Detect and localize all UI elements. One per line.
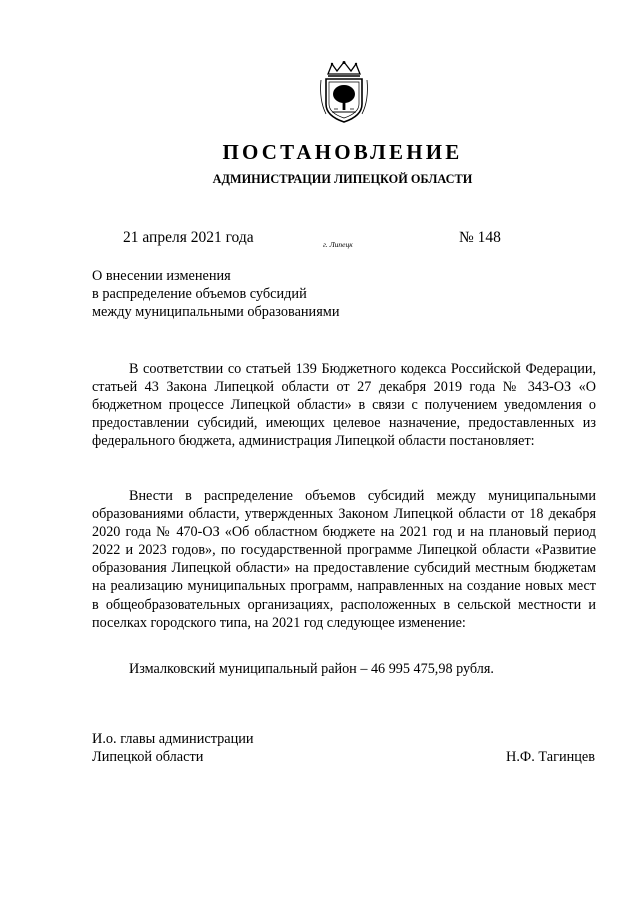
- document-title: ПОСТАНОВЛЕНИЕ: [222, 140, 463, 164]
- subject-line-3: между муниципальными образованиями: [92, 304, 340, 320]
- document-place: г. Липецк: [323, 240, 353, 249]
- signatory-position: [92, 730, 254, 766]
- amount-paragraph: Измалковский муниципальный район – 46 995 475,98 рубля.: [129, 661, 494, 677]
- resolution-paragraph: Внести в распределение объемов субсидий между муниципальными образованиями области, утвержденных Законом Липецкой области от 18 декабря 2020 года № 470-ОЗ «Об областном бюджете на 2021 год и на плановый период 2022 и 2023 годов», по государственной программе Липецкой области «Развитие образования Липецкой области» на предоставление субсидий местным бюджетам на реализацию муниципальных программ, направленных на создание новых мест в общеобразовательных организациях, расположенных в сельской местности и поселках городского типа, на 2021 год следующее изменение:: [92, 488, 596, 631]
- signatory-position-line-1: И.о. главы администрации: [92, 731, 254, 747]
- signatory-position-line-2: Липецкой области: [92, 749, 204, 765]
- subject-line-2: в распределение объемов субсидий: [92, 286, 307, 302]
- document-subject: [92, 267, 340, 321]
- preamble-paragraph: В соответствии со статьей 139 Бюджетного кодекса Российской Федерации, статьей 43 Закона Липецкой области от 27 декабря 2019 года № 343-ОЗ «О бюджетном процессе Липецкой области» в связи с получением уведомления о предоставлении субсидий, имеющих целевое назначение, предоставленных из федерального бюджета, администрация Липецкой области постановляет:: [92, 361, 596, 450]
- issuing-authority: АДМИНИСТРАЦИИ ЛИПЕЦКОЙ ОБЛАСТИ: [212, 172, 473, 186]
- subject-line-1: О внесении изменения: [92, 268, 231, 284]
- signatory-name: Н.Ф. Тагинцев: [506, 749, 595, 765]
- document-date: 21 апреля 2021 года: [123, 229, 254, 246]
- document-number: № 148: [459, 229, 501, 246]
- coat-of-arms-icon: [318, 60, 370, 124]
